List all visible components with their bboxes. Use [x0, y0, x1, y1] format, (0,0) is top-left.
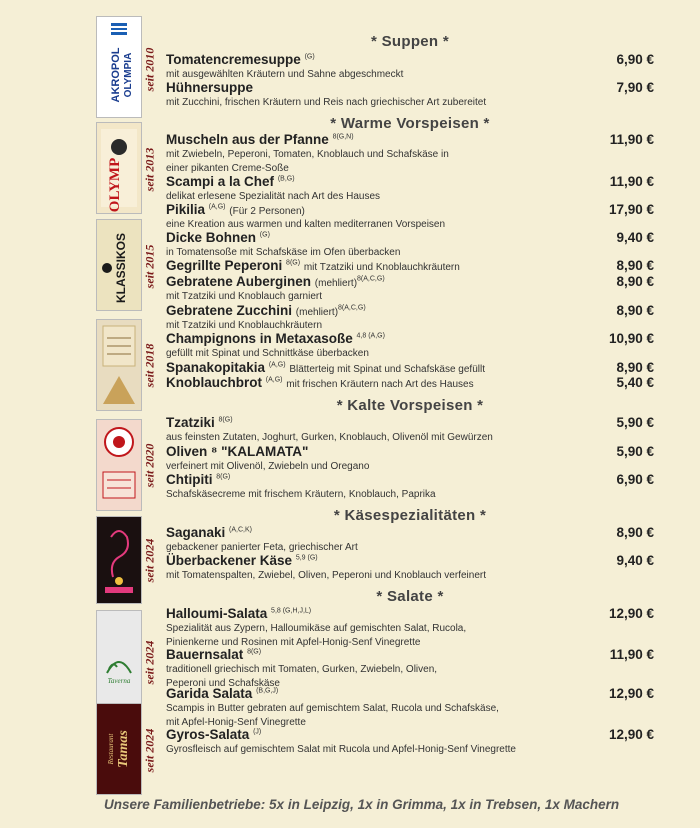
item-price: 8,90 € [616, 274, 654, 289]
logo-klassikos [96, 219, 142, 311]
item-price: 6,90 € [616, 472, 654, 487]
item-allergens: 8(A,C,G) [338, 304, 366, 312]
item-name: Halloumi-Salata $^{5,8 (G,H,J,L)}$ [166, 606, 312, 621]
item-description: gebackener panierter Feta, griechischer Art [166, 542, 358, 553]
menu-item [166, 727, 654, 756]
item-allergens: (A,G) [268, 361, 286, 369]
item-description: aus feinsten Zutaten, Joghurt, Gurken, Knoblauch, Olivenöl mit Gewürzen [166, 432, 493, 443]
item-price: 10,90 € [608, 331, 654, 346]
logo-korfu [96, 419, 142, 511]
item-name: Pikilia $^{(A,G)}$ (Für 2 Personen) [166, 202, 305, 217]
menu-item [166, 606, 654, 649]
logo-olymp [96, 122, 142, 214]
menu-item [166, 375, 654, 390]
item-allergens: (J) [253, 728, 262, 736]
svg-text:OLYMPIA: OLYMPIA [123, 52, 134, 98]
item-price: 11,90 € [609, 174, 654, 189]
item-description: mit Tzatziki und Knoblauchkräutern [166, 320, 323, 331]
svg-text:OLYMP: OLYMP [107, 157, 123, 213]
item-name: Garida Salata $^{(B,G,J)}$ [166, 686, 279, 701]
item-description: Peperoni und Schafskäse [166, 678, 280, 689]
since-label: seit 2018 [142, 343, 157, 387]
item-name: Champignons in Metaxasoße $^{4,8 (A,G)}$ [166, 331, 385, 346]
item-allergens: 5,9 (G) [295, 554, 318, 562]
item-allergens: 8(G) [247, 648, 262, 656]
item-description: Spezialität aus Zypern, Halloumikäse auf gemischten Salat, Rucola, [166, 623, 467, 634]
item-name: Muscheln aus der Pfanne $^{8(G,N)}$ [166, 132, 354, 147]
section-title-kaesespezialitaeten: * Käsespezialitäten * [333, 507, 487, 524]
item-price: 7,90 € [616, 80, 654, 95]
item-allergens: (A,G) [265, 376, 283, 384]
item-description: einer pikanten Creme-Soße [166, 163, 289, 174]
item-inline-desc: mit frischen Kräutern nach Art des Hauses [286, 379, 474, 390]
since-label: seit 2024 [142, 538, 157, 582]
item-price: 5,40 € [616, 375, 654, 390]
menu-item [166, 360, 654, 375]
item-price: 8,90 € [616, 258, 654, 273]
item-description: Gyrosfleisch auf gemischtem Salat mit Rucola und Apfel-Honig-Senf Vinegrette [166, 744, 516, 755]
menu-item [166, 303, 654, 332]
item-description: Pinienkerne und Rosinen mit Apfel-Honig-Senf Vinegrette [166, 637, 421, 648]
menu-item [166, 80, 654, 109]
item-allergens: 8(G,N) [332, 133, 354, 141]
item-price: 5,90 € [616, 444, 654, 459]
logo-taverna [96, 610, 142, 714]
since-label: seit 2024 [142, 728, 157, 772]
svg-text:AKROPOL: AKROPOL [110, 47, 122, 103]
item-name: Knoblauchbrot $^{(A,G)}$ mit frischen Kräutern nach Art des Hauses [166, 375, 474, 390]
menu-item [166, 415, 654, 444]
item-description: in Tomatensoße mit Schafskäse im Ofen überbacken [166, 247, 401, 258]
item-allergens: 8(G) [286, 259, 301, 267]
since-label: seit 2010 [142, 47, 157, 91]
menu-item [166, 647, 654, 690]
item-price: 8,90 € [616, 525, 654, 540]
menu-item [166, 444, 654, 473]
item-allergens: (B,G) [277, 175, 295, 183]
menu-item [166, 274, 654, 303]
item-name: Spanakopitakia $^{(A,G)}$ Blätterteig mit Spinat und Schafskäse gefüllt [166, 360, 485, 375]
item-allergens: (B,G,J) [256, 687, 279, 695]
item-allergens: (G) [259, 231, 270, 239]
item-description: mit Apfel-Honig-Senf Vinegrette [166, 717, 306, 728]
logo-akropol-olympia [96, 16, 142, 118]
item-price: 9,40 € [616, 230, 654, 245]
since-label: seit 2013 [142, 147, 157, 191]
item-price: 12,90 € [608, 727, 654, 742]
item-description: delikat erlesene Spezialität nach Art des Hauses [166, 191, 381, 202]
menu-item [166, 686, 654, 729]
item-name: Chtipiti $^{8(G)}$ [166, 472, 231, 487]
item-name: Tomatencremesuppe $^{(G)}$ [166, 52, 315, 67]
item-name: Scampi a la Chef $^{(B,G)}$ [166, 174, 295, 189]
item-name: Gebratene Auberginen (mehliert)$^{8(A,C,G)}$ [166, 274, 385, 289]
item-price: 6,90 € [616, 52, 654, 67]
svg-text:Taverna: Taverna [107, 677, 131, 685]
menu-item [166, 258, 654, 273]
item-note: (mehliert) [295, 307, 339, 318]
item-description: mit Tzatziki und Knoblauch garniert [166, 291, 323, 302]
item-name: Dicke Bohnen $^{(G)}$ [166, 230, 270, 245]
item-name: Überbackener Käse $^{5,9 (G)}$ [166, 553, 318, 568]
item-allergens: 4,8 (A,G) [356, 332, 385, 340]
item-allergens: 8(G) [218, 416, 233, 424]
item-name: Gyros-Salata $^{(J)}$ [166, 727, 262, 742]
item-price: 12,90 € [608, 606, 654, 621]
item-allergens: (A,C,K) [229, 526, 252, 534]
item-price: 11,90 € [609, 132, 654, 147]
item-description: mit ausgewählten Kräutern und Sahne abgeschmeckt [166, 69, 404, 80]
item-allergens: (A,G) [208, 203, 226, 211]
item-allergens: 8(A,C,G) [357, 275, 385, 283]
item-description: mit Zucchini, frischen Kräutern und Reis nach griechischer Art zubereitet [166, 97, 487, 108]
item-description: eine Kreation aus warmen und kalten mediterranen Vorspeisen [166, 219, 446, 230]
logo-tamas [96, 703, 142, 795]
item-price: 12,90 € [608, 686, 654, 701]
item-allergens: (G) [304, 53, 315, 61]
item-description: mit Zwiebeln, Peperoni, Tomaten, Knoblauch und Schafskäse in [166, 149, 449, 160]
since-label: seit 2015 [142, 244, 157, 288]
svg-text:KLASSIKOS: KLASSIKOS [114, 232, 128, 304]
menu-item [166, 52, 654, 81]
item-description: gefüllt mit Spinat und Schnittkäse überbacken [166, 348, 369, 359]
item-inline-desc: Blätterteig mit Spinat und Schafskäse gefüllt [289, 364, 485, 375]
section-title-suppen: * Suppen * [370, 33, 449, 50]
section-title-salate: * Salate * [376, 588, 444, 605]
menu-item [166, 132, 654, 175]
menu-item [166, 202, 654, 231]
item-name: Gegrillte Peperoni $^{8(G)}$ mit Tzatziki und Knoblauchkräutern [166, 258, 460, 273]
menu-item [166, 331, 654, 360]
item-allergens: 5,8 (G,H,J,L) [271, 607, 312, 615]
footer-note: Unsere Familienbetriebe: 5x in Leipzig, 1x in Grimma, 1x in Trebsen, 1x Machern [104, 797, 620, 812]
item-note: (Für 2 Personen) [229, 206, 305, 217]
item-name: Gebratene Zucchini (mehliert)$^{8(A,C,G)}$ [166, 303, 366, 318]
menu-item [166, 472, 654, 501]
item-price: 8,90 € [616, 303, 654, 318]
item-description: mit Tomatenspalten, Zwiebel, Oliven, Peperoni und Knoblauch verfeinert [166, 570, 486, 581]
item-price: 9,40 € [616, 553, 654, 568]
item-price: 5,90 € [616, 415, 654, 430]
item-description: Schafskäsecreme mit frischem Kräutern, Knoblauch, Paprika [166, 489, 436, 500]
section-title-warme-vorspeisen: * Warme Vorspeisen * [330, 115, 490, 132]
menu-item [166, 230, 654, 259]
item-note: (mehliert) [314, 278, 358, 289]
menu-item [166, 553, 654, 582]
svg-text:Tamas: Tamas [116, 730, 131, 768]
svg-text:Restaurant: Restaurant [107, 733, 115, 765]
item-inline-desc: mit Tzatziki und Knoblauchkräutern [303, 262, 460, 273]
section-title-kalte-vorspeisen: * Kalte Vorspeisen * [336, 397, 484, 414]
menu-item [166, 525, 654, 554]
item-name: Tzatziki $^{8(G)}$ [166, 415, 233, 430]
item-description: Scampis in Butter gebraten auf gemischtem Salat, Rucola und Schafskäse, [166, 703, 499, 714]
menu-item [166, 174, 654, 203]
item-description: traditionell griechisch mit Tomaten, Gurken, Zwiebeln, Oliven, [166, 664, 438, 675]
item-name: Oliven ⁸ "KALAMATA" [166, 444, 309, 459]
since-label: seit 2024 [142, 640, 157, 684]
item-name: Bauernsalat $^{8(G)}$ [166, 647, 262, 662]
item-name: Hühnersuppe [166, 80, 254, 95]
item-price: 11,90 € [609, 647, 654, 662]
item-name: Saganaki $^{(A,C,K)}$ [166, 525, 252, 540]
item-description: verfeinert mit Olivenöl, Zwiebeln und Oregano [166, 461, 370, 472]
item-price: 8,90 € [616, 360, 654, 375]
since-label: seit 2020 [142, 443, 157, 487]
item-allergens: 8(G) [216, 473, 231, 481]
item-price: 17,90 € [608, 202, 654, 217]
